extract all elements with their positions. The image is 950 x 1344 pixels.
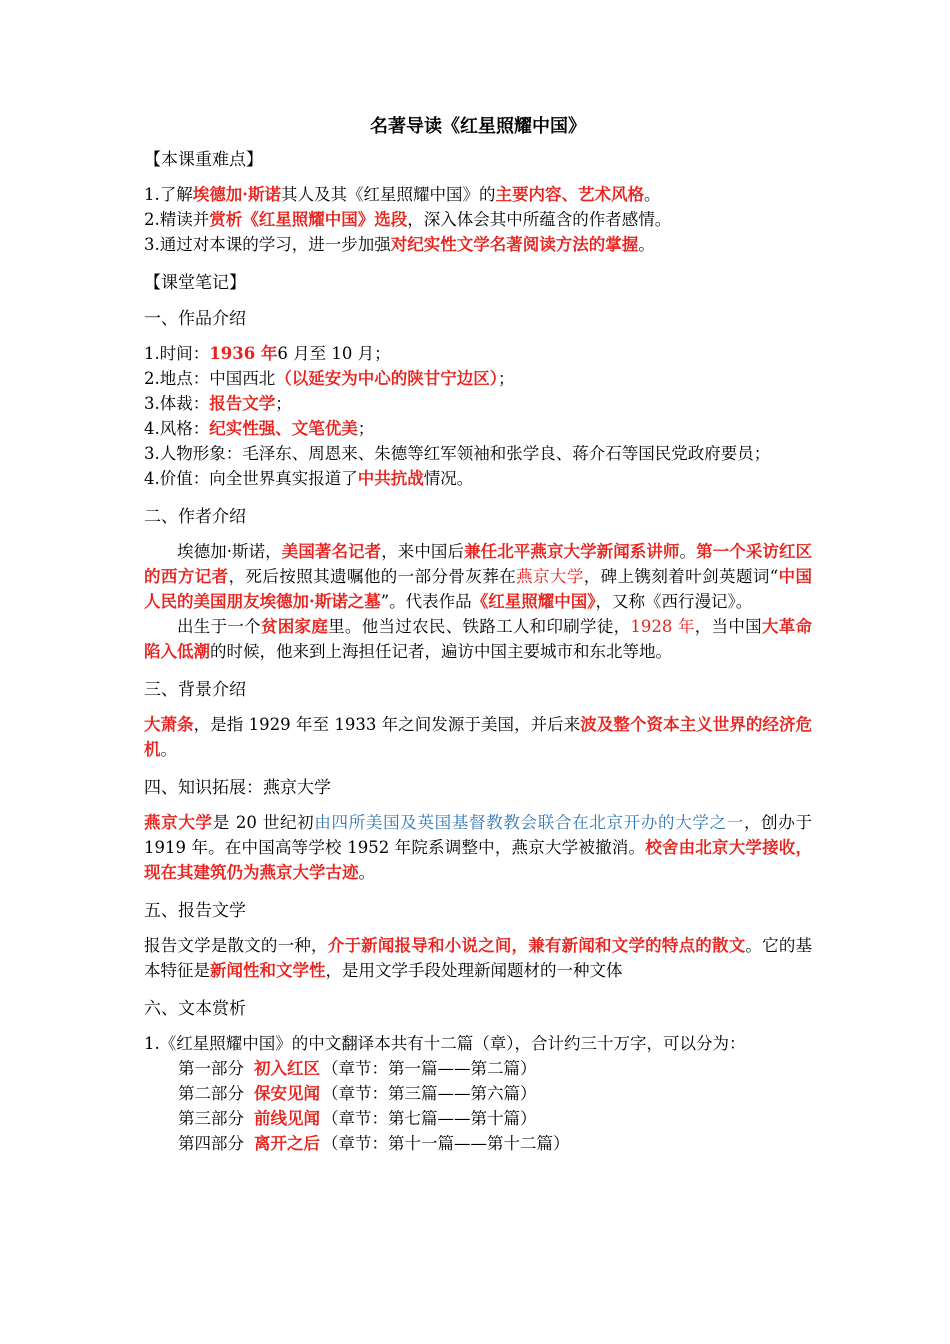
reportage-paragraph: 报告文学是散文的一种，介于新闻报导和小说之间，兼有新闻和文学的特点的散文。它的基本特征是新闻性和文学性，是用文学手段处理新闻题材的一种文体: [144, 936, 813, 980]
heading-author-intro: 二、作者介绍: [144, 507, 246, 527]
heading-text-analysis: 六、文本赏析: [144, 999, 246, 1019]
heading-yenching: 四、知识拓展：燕京大学: [144, 778, 331, 798]
list-item: 第三部分 前线见闻 （章节：第七篇——第十篇）: [178, 1109, 537, 1128]
heading-notes: 【课堂笔记】: [144, 273, 246, 293]
key-point-2: 2.精读并赏析《红星照耀中国》选段，深入体会其中所蕴含的作者感情。: [144, 210, 672, 229]
work-genre: 3.体裁：报告文学；: [144, 394, 292, 413]
heading-reportage: 五、报告文学: [144, 901, 246, 921]
page-title: 名著导读《红星照耀中国》: [370, 116, 586, 137]
work-time: 1.时间：1936 年6 月至 10 月；: [144, 344, 391, 363]
work-style: 4.风格：纪实性强、文笔优美；: [144, 419, 375, 438]
list-item: 第一部分 初入红区 （章节：第一篇——第二篇）: [178, 1059, 537, 1078]
list-item: 第四部分 离开之后 （章节：第十一篇——第十二篇）: [178, 1134, 570, 1153]
background-paragraph: 大萧条，是指 1929 年至 1933 年之间发源于美国，并后来波及整个资本主义世界的经济危机。: [144, 715, 813, 759]
work-characters: 3.人物形象：毛泽东、周恩来、朱德等红军领袖和张学良、蒋介石等国民党政府要员；: [144, 444, 771, 463]
key-point-1: 1.了解埃德加·斯诺其人及其《红星照耀中国》的主要内容、艺术风格。: [144, 185, 661, 204]
heading-key-points: 【本课重难点】: [144, 150, 263, 170]
document-body: [144, 112, 812, 1156]
heading-work-intro: 一、作品介绍: [144, 309, 246, 329]
work-value: 4.价值：向全世界真实报道了中共抗战情况。: [144, 469, 474, 488]
yenching-paragraph: 燕京大学是 20 世纪初由四所美国及英国基督教教会联合在北京开办的大学之一，创办于 1919 年。在中国高等学校 1952 年院系调整中，燕京大学被撤消。校舍由北京大学接收，现在其建筑仍为燕京大学古迹。: [144, 813, 813, 882]
list-item: 第二部分 保安见闻 （章节：第三篇——第六篇）: [178, 1084, 537, 1103]
key-point-3: 3.通过对本课的学习，进一步加强对纪实性文学名著阅读方法的掌握。: [144, 235, 655, 254]
analysis-intro: 1.《红星照耀中国》的中文翻译本共有十二篇（章），合计约三十万字，可以分为：: [144, 1034, 746, 1053]
heading-background: 三、背景介绍: [144, 680, 246, 700]
work-place: 2.地点：中国西北（以延安为中心的陕甘宁边区）；: [144, 369, 515, 388]
author-paragraph-1: 埃德加·斯诺，美国著名记者，来中国后兼任北平燕京大学新闻系讲师。第一个采访红区的西方记者，死后按照其遗嘱他的一部分骨灰葬在燕京大学，碑上镌刻着叶剑英题词“中国人民的美国朋友埃德加·斯诺之墓”。代表作品《红星照耀中国》，又称《西行漫记》。: [144, 542, 813, 611]
author-paragraph-2: 出生于一个贫困家庭里。他当过农民、铁路工人和印刷学徒，1928 年，当中国大革命陷入低潮的时候，他来到上海担任记者，遍访中国主要城市和东北等地。: [144, 617, 813, 661]
